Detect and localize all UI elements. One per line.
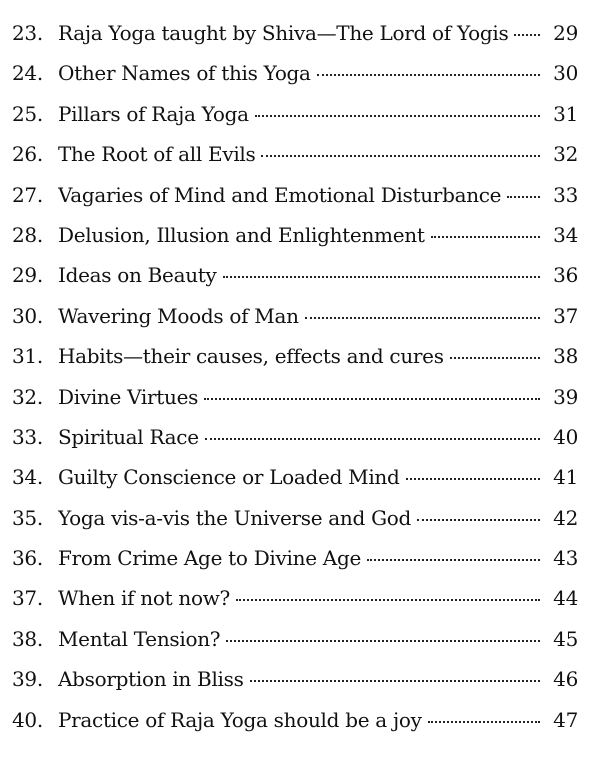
toc-line xyxy=(58,222,540,248)
chapter-title: Divine Virtues xyxy=(58,384,199,409)
toc-entry xyxy=(0,505,600,545)
toc-line xyxy=(58,303,540,329)
toc-entry xyxy=(0,464,600,504)
toc-entry xyxy=(0,141,600,181)
chapter-number: 39. xyxy=(12,667,43,692)
chapter-number: 36. xyxy=(12,546,43,571)
toc-line xyxy=(58,262,540,288)
chapter-number: 23. xyxy=(12,21,43,45)
chapter-number: 30. xyxy=(12,303,43,328)
toc-line xyxy=(58,182,540,208)
page-number: 45 xyxy=(553,626,578,651)
toc-entry xyxy=(0,222,600,262)
page-number: 46 xyxy=(553,667,578,692)
toc-line xyxy=(58,545,540,571)
toc-entry xyxy=(0,585,600,625)
dot-leader xyxy=(317,72,540,76)
dot-leader xyxy=(428,719,540,723)
chapter-title: Raja Yoga taught by Shiva—The Lord of Yogis xyxy=(58,21,509,45)
toc-line xyxy=(58,384,540,410)
toc-line xyxy=(58,343,540,369)
page-number: 30 xyxy=(553,61,578,86)
dot-leader xyxy=(205,436,540,440)
toc-entry xyxy=(0,343,600,383)
toc-line xyxy=(58,141,540,167)
page-number: 42 xyxy=(553,505,578,530)
chapter-title: The Root of all Evils xyxy=(58,142,256,167)
chapter-title: Pillars of Raja Yoga xyxy=(58,101,249,126)
toc-entry xyxy=(0,303,600,343)
chapter-title: Other Names of this Yoga xyxy=(58,61,311,86)
page-number: 47 xyxy=(553,707,578,732)
chapter-number: 38. xyxy=(12,626,43,651)
chapter-title: From Crime Age to Divine Age xyxy=(58,546,361,571)
chapter-number: 29. xyxy=(12,263,43,288)
page-number: 40 xyxy=(553,424,578,449)
dot-leader xyxy=(226,638,540,642)
dot-leader xyxy=(223,274,540,278)
toc-line xyxy=(58,464,540,490)
chapter-title: When if not now? xyxy=(58,586,230,611)
chapter-title: Guilty Conscience or Loaded Mind xyxy=(58,465,400,490)
dot-leader xyxy=(450,355,540,359)
toc-line xyxy=(58,20,540,46)
page-number: 43 xyxy=(553,546,578,571)
toc-entry xyxy=(0,182,600,222)
toc-entry xyxy=(0,262,600,302)
chapter-title: Spiritual Race xyxy=(58,424,199,449)
page-number: 29 xyxy=(553,21,578,45)
chapter-number: 35. xyxy=(12,505,43,530)
page-number: 39 xyxy=(553,384,578,409)
table-of-contents xyxy=(0,20,600,747)
page-number: 36 xyxy=(553,263,578,288)
page-number: 31 xyxy=(553,101,578,126)
toc-entry xyxy=(0,384,600,424)
dot-leader xyxy=(261,153,540,157)
dot-leader xyxy=(406,476,540,480)
chapter-title: Yoga vis-a-vis the Universe and God xyxy=(58,505,411,530)
dot-leader xyxy=(507,194,540,198)
chapter-number: 32. xyxy=(12,384,43,409)
toc-entry xyxy=(0,545,600,585)
dot-leader xyxy=(255,113,540,117)
dot-leader xyxy=(236,597,540,601)
chapter-title: Wavering Moods of Man xyxy=(58,303,299,328)
chapter-number: 33. xyxy=(12,424,43,449)
page-number: 41 xyxy=(553,465,578,490)
chapter-title: Practice of Raja Yoga should be a joy xyxy=(58,707,422,732)
page-number: 32 xyxy=(553,142,578,167)
dot-leader xyxy=(305,315,540,319)
toc-line xyxy=(58,666,540,692)
dot-leader xyxy=(431,234,540,238)
toc-line xyxy=(58,707,540,733)
dot-leader xyxy=(204,396,540,400)
toc-line xyxy=(58,505,540,531)
page-number: 44 xyxy=(553,586,578,611)
chapter-title: Ideas on Beauty xyxy=(58,263,217,288)
toc-entry xyxy=(0,20,600,60)
page-number: 33 xyxy=(553,182,578,207)
toc-line xyxy=(58,101,540,127)
chapter-title: Mental Tension? xyxy=(58,626,221,651)
chapter-number: 40. xyxy=(12,707,43,732)
chapter-number: 34. xyxy=(12,465,43,490)
chapter-number: 27. xyxy=(12,182,43,207)
chapter-number: 26. xyxy=(12,142,43,167)
chapter-number: 24. xyxy=(12,61,43,86)
toc-entry xyxy=(0,424,600,464)
chapter-number: 31. xyxy=(12,344,43,369)
page-number: 38 xyxy=(553,344,578,369)
toc-line xyxy=(58,585,540,611)
dot-leader xyxy=(367,557,540,561)
toc-line xyxy=(58,60,540,86)
chapter-number: 28. xyxy=(12,222,43,247)
toc-entry xyxy=(0,707,600,747)
dot-leader xyxy=(250,678,540,682)
chapter-number: 25. xyxy=(12,101,43,126)
toc-entry xyxy=(0,101,600,141)
toc-line xyxy=(58,626,540,652)
page-number: 34 xyxy=(553,222,578,247)
toc-entry xyxy=(0,626,600,666)
chapter-number: 37. xyxy=(12,586,43,611)
toc-entry xyxy=(0,60,600,100)
chapter-title: Habits—their causes, effects and cures xyxy=(58,344,444,369)
chapter-title: Delusion, Illusion and Enlightenment xyxy=(58,222,425,247)
chapter-title: Absorption in Bliss xyxy=(58,667,244,692)
toc-line xyxy=(58,424,540,450)
page-number: 37 xyxy=(553,303,578,328)
dot-leader xyxy=(514,32,540,36)
toc-entry xyxy=(0,666,600,706)
chapter-title: Vagaries of Mind and Emotional Disturbance xyxy=(58,182,502,207)
dot-leader xyxy=(417,517,540,521)
